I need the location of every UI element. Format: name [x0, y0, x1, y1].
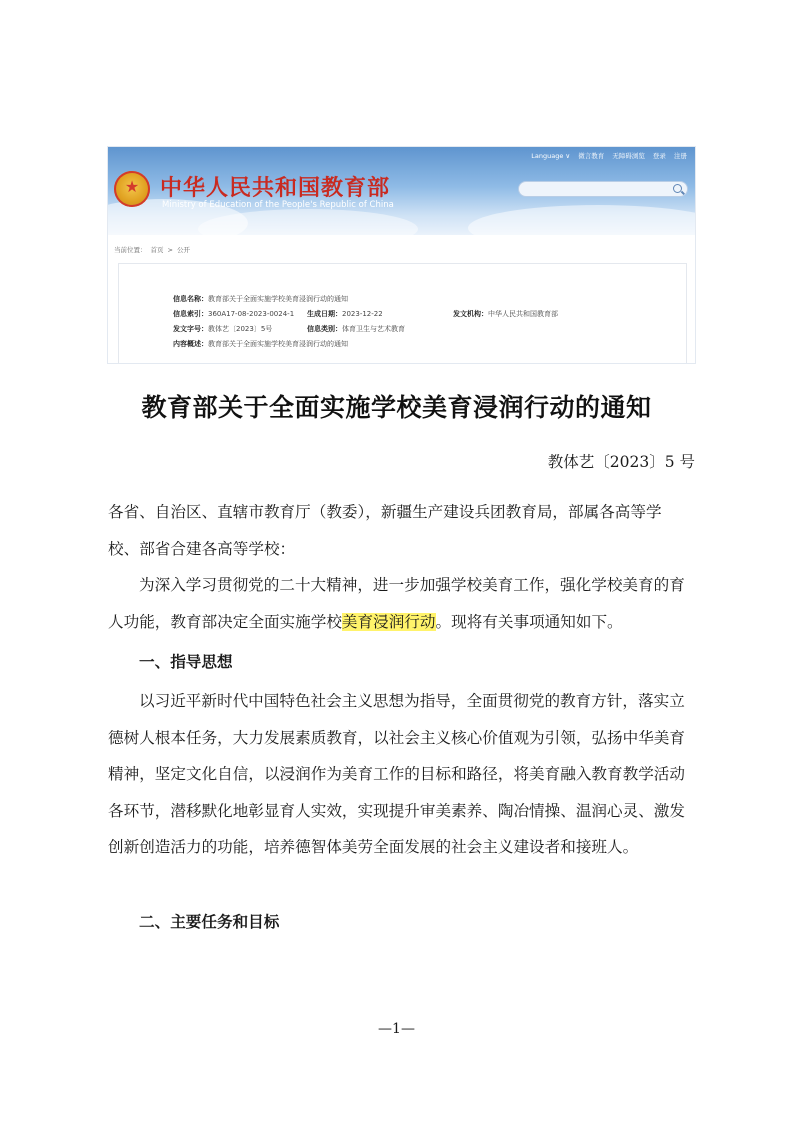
- info-summary-label: 内容概述：: [173, 340, 208, 348]
- info-docno: [173, 324, 272, 334]
- info-index: [173, 309, 294, 319]
- site-banner: [108, 147, 695, 235]
- info-date: [307, 309, 383, 319]
- weiyan-link[interactable]: 微言教育: [578, 152, 605, 160]
- breadcrumb-separator: >: [167, 246, 173, 254]
- intro-text: 为深入学习贯彻党的二十大精神，进一步加强学校美育工作，强化学校美育的育人功能，教育部决定全面实施学校: [108, 576, 685, 631]
- search-input[interactable]: [518, 181, 688, 197]
- cloud-decoration: [468, 205, 695, 235]
- info-date-label: 生成日期：: [307, 310, 342, 318]
- info-category: [307, 324, 405, 334]
- info-category-value: 体育卫生与艺术教育: [342, 325, 405, 333]
- intro-text-end: 。现将有关事项通知如下。: [435, 612, 623, 631]
- info-summary: [173, 339, 348, 349]
- login-link[interactable]: 登录: [652, 152, 666, 160]
- info-index-value: 360A17-08-2023-0024-1: [208, 310, 295, 318]
- info-issuer-label: 发文机构：: [453, 310, 488, 318]
- info-category-label: 信息类别：: [307, 325, 342, 333]
- info-name-value: 教育部关于全面实施学校美育浸润行动的通知: [208, 295, 348, 303]
- website-screenshot: [107, 146, 696, 364]
- info-index-label: 信息索引：: [173, 310, 208, 318]
- highlighted-phrase: 美育浸润行动: [341, 612, 436, 631]
- document-info-box: [118, 263, 687, 364]
- document-number: 教体艺〔2023〕5 号: [547, 453, 695, 471]
- register-link[interactable]: 注册: [674, 152, 687, 160]
- site-logo-chinese[interactable]: 中华人民共和国教育部: [160, 176, 391, 201]
- info-name: [173, 294, 348, 304]
- section-heading-2: 二、主要任务和目标: [139, 913, 280, 931]
- info-docno-value: 教体艺〔2023〕5号: [208, 325, 273, 333]
- language-link[interactable]: Language ∨: [531, 152, 571, 160]
- recipients-paragraph: 各省、自治区、直辖市教育厅（教委），新疆生产建设兵团教育局，部属各高等学校、部省合建各高等学校：: [108, 503, 662, 558]
- info-issuer: [453, 309, 558, 319]
- intro-paragraph: [108, 567, 688, 640]
- breadcrumb: [114, 245, 194, 254]
- section-1-paragraph: 以习近平新时代中国特色社会主义思想为指导，全面贯彻党的教育方针，落实立德树人根本任务，大力发展素质教育，以社会主义核心价值观为引领，弘扬中华美育精神，坚定文化自信，以浸润作为美育工作的目标和路径，将美育融入教育教学活动各环节，潜移默化地彰显育人实效，实现提升审美素养、陶冶情操、温润心灵、激发创新创造活力的功能，培养德智体美劳全面发展的社会主义建设者和接班人。: [108, 692, 685, 856]
- top-links: [525, 151, 687, 160]
- breadcrumb-prefix: 当前位置：: [114, 246, 147, 254]
- breadcrumb-home[interactable]: 首页: [150, 246, 164, 254]
- info-summary-value: 教育部关于全面实施学校美育浸润行动的通知: [208, 340, 348, 348]
- info-name-label: 信息名称：: [173, 295, 208, 303]
- page-number: —1—: [378, 1021, 415, 1037]
- info-docno-label: 发文字号：: [173, 325, 208, 333]
- search-icon[interactable]: [673, 184, 682, 193]
- section-heading-1: 一、指导思想: [139, 653, 233, 671]
- site-logo-english: Ministry of Education of the People's Republic of China: [162, 200, 394, 210]
- accessibility-link[interactable]: 无障碍浏览: [612, 152, 645, 160]
- info-issuer-value: 中华人民共和国教育部: [488, 310, 558, 318]
- info-date-value: 2023-12-22: [342, 310, 383, 318]
- breadcrumb-public[interactable]: 公开: [176, 246, 190, 254]
- national-emblem-icon: [114, 171, 150, 207]
- document-title: 教育部关于全面实施学校美育浸润行动的通知: [141, 393, 652, 422]
